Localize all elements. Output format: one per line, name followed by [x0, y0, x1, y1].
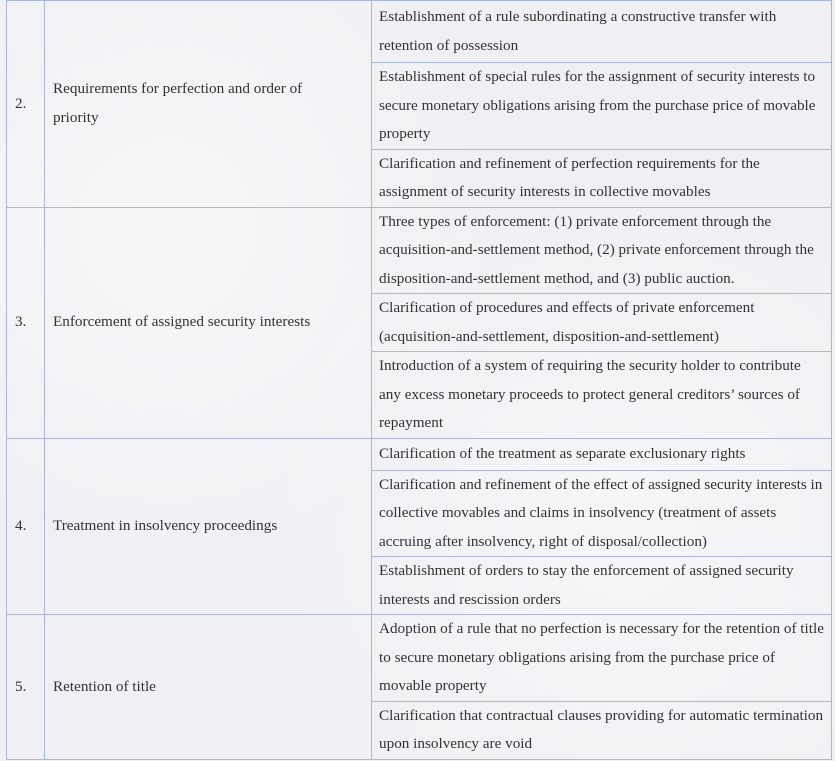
- row-number: 3.: [7, 207, 45, 438]
- table-cell-item: Clarification and refinement of the effect of assigned security interests in collective movables and claims in insolvency (treatment of assets accruing after insolvency, right of disposal/collection): [372, 470, 832, 557]
- table-row: [7, 615, 832, 702]
- row-topic: [45, 615, 372, 760]
- table-row: [7, 438, 832, 470]
- table-row: [7, 1, 832, 63]
- table-cell-item: Establishment of a rule subordinating a constructive transfer with retention of possession: [372, 1, 832, 63]
- row-number: 2.: [7, 1, 45, 208]
- table-row: [7, 207, 832, 294]
- table-cell-item: Introduction of a system of requiring the security holder to contribute any excess monetary proceeds to protect general creditors’ sources of repayment: [372, 352, 832, 439]
- row-topic: [45, 207, 372, 438]
- table-cell-item: Three types of enforcement: (1) private enforcement through the acquisition-and-settlement method, (2) private enforcement through the disposition-and-settlement method, and (3) public auction.: [372, 207, 832, 294]
- topic-text: Treatment in insolvency proceedings: [53, 517, 278, 534]
- table-cell-item: Adoption of a rule that no perfection is necessary for the retention of title to secure monetary obligations arising from the purchase price of movable property: [372, 615, 832, 702]
- table-cell-item: Establishment of orders to stay the enforcement of assigned security interests and rescission orders: [372, 557, 832, 615]
- table-cell-item: Clarification of procedures and effects of private enforcement (acquisition-and-settlement, disposition-and-settlement): [372, 294, 832, 352]
- topic-text: Retention of title: [53, 677, 156, 695]
- table-cell-item: Clarification that contractual clauses providing for automatic termination upon insolvency are void: [372, 701, 832, 759]
- table-cell-item: Establishment of special rules for the assignment of security interests to secure monetary obligations arising from the purchase price of movable property: [372, 63, 832, 150]
- row-topic: [45, 438, 372, 615]
- topic-text: Requirements for perfection and order of priority: [53, 80, 303, 126]
- row-topic: [45, 1, 372, 208]
- topic-text: Enforcement of assigned security interests: [53, 313, 311, 331]
- table-cell-item: Clarification of the treatment as separate exclusionary rights: [372, 438, 832, 470]
- row-number: 4.: [7, 438, 45, 615]
- table-cell-item: Clarification and refinement of perfection requirements for the assignment of security interests in collective movables: [372, 149, 832, 207]
- row-number: 5.: [7, 615, 45, 760]
- reform-table: [6, 0, 832, 760]
